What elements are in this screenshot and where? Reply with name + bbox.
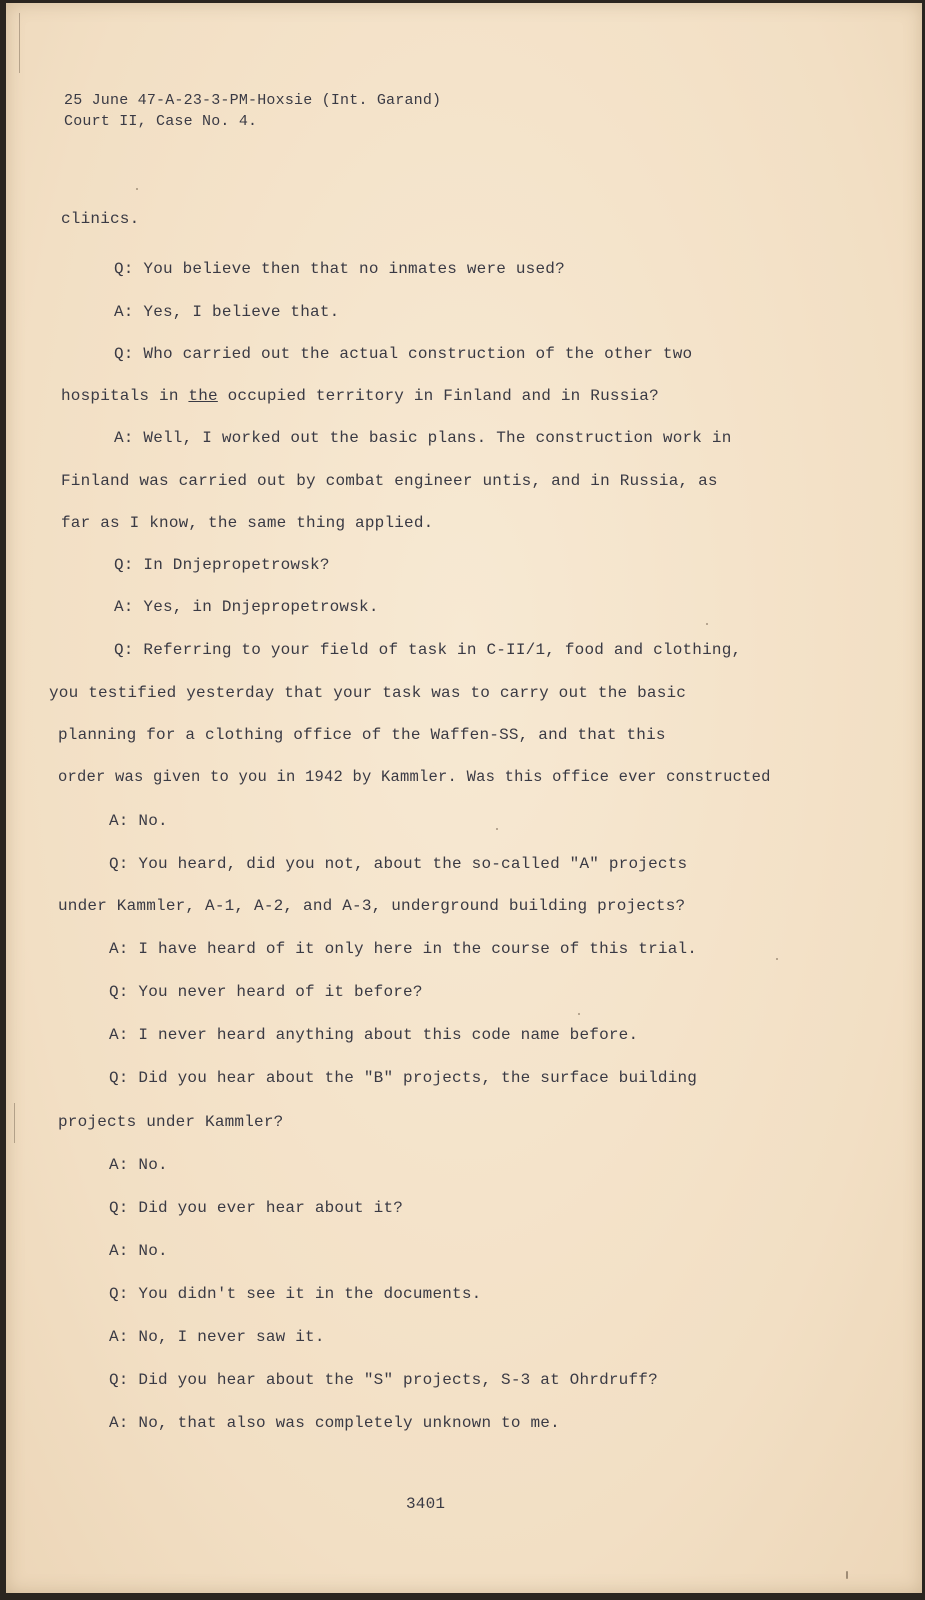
- answer-line: A: Yes, in Dnjepropetrowsk.: [114, 598, 379, 616]
- answer-line: A: I have heard of it only here in the course of this trial.: [109, 940, 698, 958]
- transcript-line: you testified yesterday that your task was to carry out the basic: [49, 684, 687, 702]
- question-line: Q: Did you hear about the "S" projects, S-3 at Ohrdruff?: [109, 1371, 658, 1389]
- answer-line: A: No.: [109, 1156, 168, 1174]
- question-line: Q: You heard, did you not, about the so-called "A" projects: [109, 855, 688, 873]
- paper-speck: [776, 958, 778, 960]
- transcript-line: far as I know, the same thing applied.: [61, 514, 434, 532]
- transcript-line: clinics.: [61, 210, 140, 228]
- paper-speck: [496, 828, 498, 830]
- text-run: occupied territory in Finland and in Russia?: [217, 387, 659, 405]
- question-line: Q: You never heard of it before?: [109, 983, 423, 1001]
- document-page: [6, 3, 922, 1593]
- answer-line: A: No, that also was completely unknown to me.: [109, 1414, 560, 1432]
- left-edge-mark: [19, 13, 20, 73]
- question-line: Q: Did you hear about the "B" projects, the surface building: [109, 1069, 698, 1087]
- paper-speck: [846, 1571, 848, 1579]
- question-line: Q: In Dnjepropetrowsk?: [114, 556, 330, 574]
- answer-line: A: No.: [109, 1242, 168, 1260]
- question-line: Q: Referring to your field of task in C-II/1, food and clothing,: [114, 641, 742, 659]
- transcript-line: under Kammler, A-1, A-2, and A-3, underground building projects?: [58, 897, 686, 915]
- question-line: Q: You believe then that no inmates were used?: [114, 260, 565, 278]
- transcript-line: projects under Kammler?: [58, 1113, 284, 1131]
- answer-line: A: No.: [109, 812, 168, 830]
- transcript-line: order was given to you in 1942 by Kammler. Was this office ever constructed: [58, 768, 771, 786]
- answer-line: A: Yes, I believe that.: [114, 303, 340, 321]
- text-run: hospitals in: [61, 387, 189, 405]
- transcript-line: planning for a clothing office of the Waffen-SS, and that this: [58, 726, 666, 744]
- answer-line: A: No, I never saw it.: [109, 1328, 325, 1346]
- answer-line: A: I never heard anything about this code name before.: [109, 1026, 639, 1044]
- question-line: Q: Did you ever hear about it?: [109, 1199, 404, 1217]
- paper-speck: [136, 188, 138, 190]
- transcript-line: Finland was carried out by combat engineer untis, and in Russia, as: [61, 472, 718, 490]
- question-line: Q: Who carried out the actual construction of the other two: [114, 345, 693, 363]
- header-line-1: 25 June 47-A-23-3-PM-Hoxsie (Int. Garand): [64, 92, 442, 109]
- question-line: Q: You didn't see it in the documents.: [109, 1285, 482, 1303]
- transcript-line: [61, 387, 659, 405]
- underlined-word: the: [188, 387, 218, 405]
- left-edge-mark: [14, 1103, 15, 1143]
- page-number: 3401: [406, 1495, 446, 1513]
- answer-line: A: Well, I worked out the basic plans. The construction work in: [114, 429, 732, 447]
- header-line-2: Court II, Case No. 4.: [64, 113, 258, 130]
- paper-speck: [578, 1013, 580, 1015]
- paper-speck: [706, 623, 708, 625]
